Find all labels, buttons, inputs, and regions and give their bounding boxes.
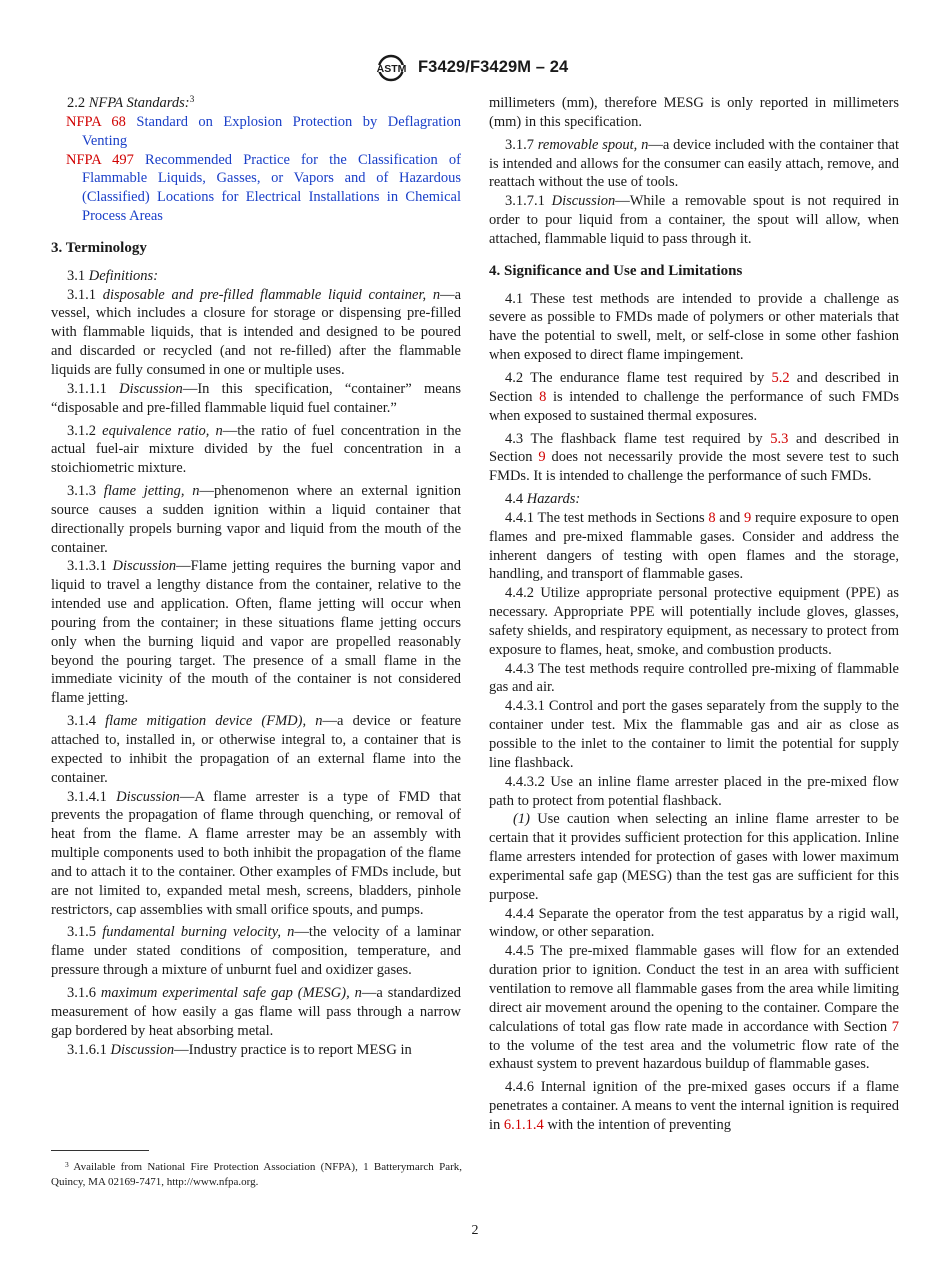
section-4-4-4: 4.4.4 Separate the operator from the test apparatus by a rigid wall, window, or other separation.	[489, 905, 899, 941]
reference-nfpa-497[interactable]: NFPA 497 Recommended Practice for the Classification of Flammable Liquids, Gasses, or Vapors and of Hazardous (Classified) Locations for Electrical Installations in Chemical Process Areas	[66, 151, 461, 225]
link-section-8[interactable]: 8	[539, 388, 547, 405]
section-2-2: 2.2 NFPA Standards:$^3$	[67, 95, 195, 111]
section-3-1-5: 3.1.5 fundamental burning velocity, n—the velocity of a laminar flame under stated conditions of composition, temperature, and pressure through a mixture of unburnt fuel and oxidizer gases.	[51, 924, 461, 979]
section-4-4: 4.4 Hazards:	[505, 491, 581, 508]
left-column	[51, 94, 461, 1059]
continued-text: millimeters (mm), therefore MESG is only reported in millimeters (mm) in this specification.	[489, 95, 899, 130]
link-6-1-1-4[interactable]: 6.1.1.4	[503, 1116, 544, 1133]
link-section-8[interactable]: 8	[708, 509, 716, 526]
link-5-3[interactable]: 5.3	[770, 430, 789, 447]
footnote-divider	[51, 1150, 149, 1151]
section-4-4-6: 4.4.6 Internal ignition of the pre-mixed gases occurs if a flame penetrates a container. A means to vent the internal ignition is required in 6.1.1.4 with the intention of preventing	[489, 1079, 899, 1133]
page-header	[0, 52, 950, 86]
section-4-4-5: 4.4.5 The pre-mixed flammable gases will flow for an extended duration prior to ignition. Conduct the test in an area with sufficient ventilation to remove all flammable gases from the area while limiting direct air movement around the opening to the container. Compare the calculations of total gas flow rate made in accordance with Section 7 to the volume of the test area and the volumetric flow rate of the exhaust system to prevent hazardous buildup of flammable gases.	[489, 943, 899, 1073]
link-section-7[interactable]: 7	[891, 1018, 899, 1035]
section-3-1-3-1: 3.1.3.1 Discussion—Flame jetting requires the burning vapor and liquid to travel a lengthy distance from the container, relative to the intended use and application. Often, flame jetting will occur when pouring from the container; in these situations flame jetting occurs only when the burning liquid and vapor are propelled reasonably beyond the pouring target. The presence of a small flame in the immediate vicinity of the mouth of the container is not considered flame jetting.	[51, 558, 462, 707]
link-section-9[interactable]: 9	[743, 509, 752, 526]
section-3-1-3: 3.1.3 flame jetting, n—phenomenon where an external ignition source causes a sudden ignition within a liquid container that directionally propels burning vapor and liquid from the mouth of the container.	[51, 483, 462, 556]
section-4-1: 4.1 These test methods are intended to provide a challenge as severe as possible to FMDs made of polymers or other materials that have the potential to swell, melt, or self-close in some other fashion when exposed to direct flame impingement.	[489, 290, 899, 364]
section-3-1-2: 3.1.2 equivalence ratio, n—the ratio of fuel concentration in the actual fuel-air mixture divided by the fuel concentration in a stoichiometric mixture.	[51, 422, 462, 477]
section-4-heading: 4. Significance and Use and Limitations	[489, 262, 743, 279]
section-4-4-3-1: 4.4.3.1 Control and port the gases separately from the supply to the container under test. Mix the flammable gas and air as close as possible to the inlet to the container to limit the potential for supply line flashback.	[489, 698, 899, 771]
right-column	[489, 94, 899, 1135]
section-4-4-1: 4.4.1 The test methods in Sections 8 and 9 require exposure to open flames and pre-mixed flammable gases. Consider and address the inherent dangers of testing with open flames and the storage, handling, and transport of flammable gases.	[489, 509, 899, 583]
section-3-1-7-1: 3.1.7.1 Discussion—While a removable spout is not required in order to pour liquid from a container, the spout will allow, when attached, flammable liquid to pass through it.	[489, 193, 900, 247]
logo-text: ASTM	[376, 63, 407, 75]
section-3-1-4: 3.1.4 flame mitigation device (FMD), n—a device or feature attached to, installed in, or otherwise integral to, a container that is expected to inhibit the propagation of an external flame into the container.	[51, 713, 462, 786]
section-3-1: 3.1 Definitions:	[67, 267, 159, 284]
section-3-1-1: 3.1.1 disposable and pre-filled flammable liquid container, n—a vessel, which includes a closure for storage or dispensing pre-filled with flammable liquids, that is intended and designed to be poured and discarded or recycled (and not re-filled) after the flammable liquids are fully consumed in one or multiple uses.	[51, 286, 462, 378]
section-3-heading: 3. Terminology	[51, 239, 147, 256]
item-1: (1) Use caution when selecting an inline flame arrester to be certain that it provides sufficient protection for this application. Inline flame arresters intended for protection of gases with lower maximum experimental safe gap (MESG) than the test gas are sufficient for this purpose.	[489, 811, 899, 903]
section-4-4-2: 4.4.2 Utilize appropriate personal protective equipment (PPE) as necessary. Appropriate PPE will potentially include gloves, glasses, safety shields, and respiratory equipment, as necessary to protect from exposure to flames, heat, smoke, and combustion products.	[489, 585, 899, 658]
section-4-4-3: 4.4.3 The test methods require controlled pre-mixing of flammable gas and air.	[489, 660, 899, 696]
astm-logo	[372, 52, 412, 84]
section-4-4-3-2: 4.4.3.2 Use an inline flame arrester placed in the pre-mixed flow path to protect from potential flashback.	[489, 773, 899, 809]
section-3-1-7: 3.1.7 removable spout, n—a device included with the container that is intended and allows for the consumer can easily attach, remove, and reattach without the use of tools.	[489, 136, 899, 191]
footnote-3: $^3$ Available from National Fire Protection Association (NFPA), 1 Batterymarch Park, Quincy, MA 02169-7471, http://www.nfpa.org.	[51, 1160, 462, 1188]
section-3-1-1-1: 3.1.1.1 Discussion—In this specification, “container” means “disposable and pre-filled flammable liquid fuel container.”	[51, 380, 462, 416]
section-3-1-4-1: 3.1.4.1 Discussion—A flame arrester is a type of FMD that prevents the propagation of flame through quenching, or removal of heat from the flame. A flame arrester may be an assembly with multiple components used to both inhibit the propagation of the flame and to attach it to the container. Other examples of FMDs include, but are not limited to, expanded metal mesh, screens, bladders, pinhole restrictors, cap assemblies with small orifice spouts, and pumps.	[51, 788, 461, 918]
section-4-2: 4.2 The endurance flame test required by 5.2 and described in Section 8 is intended to challenge the performance of such FMDs when exposed to sustained thermal exposures.	[489, 369, 899, 424]
section-3-1-6-1: 3.1.6.1 Discussion—Industry practice is to report MESG in	[67, 1041, 412, 1058]
page-number: 2	[471, 1223, 479, 1238]
document-id: F3429/F3429M – 24	[418, 58, 569, 76]
reference-nfpa-68[interactable]: NFPA 68 Standard on Explosion Protection by Deflagration Venting	[66, 113, 461, 149]
link-5-2[interactable]: 5.2	[771, 369, 790, 386]
section-4-3: 4.3 The flashback flame test required by 5.3 and described in Section 9 does not necessarily provide the most severe test to such FMDs. It is intended to challenge the performance of such FMDs.	[489, 430, 899, 485]
section-3-1-6: 3.1.6 maximum experimental safe gap (MESG), n—a standardized measurement of how easily a gas flame will pass through a narrow gap bordered by heat absorbing metal.	[51, 984, 461, 1039]
link-section-9[interactable]: 9	[538, 449, 546, 466]
